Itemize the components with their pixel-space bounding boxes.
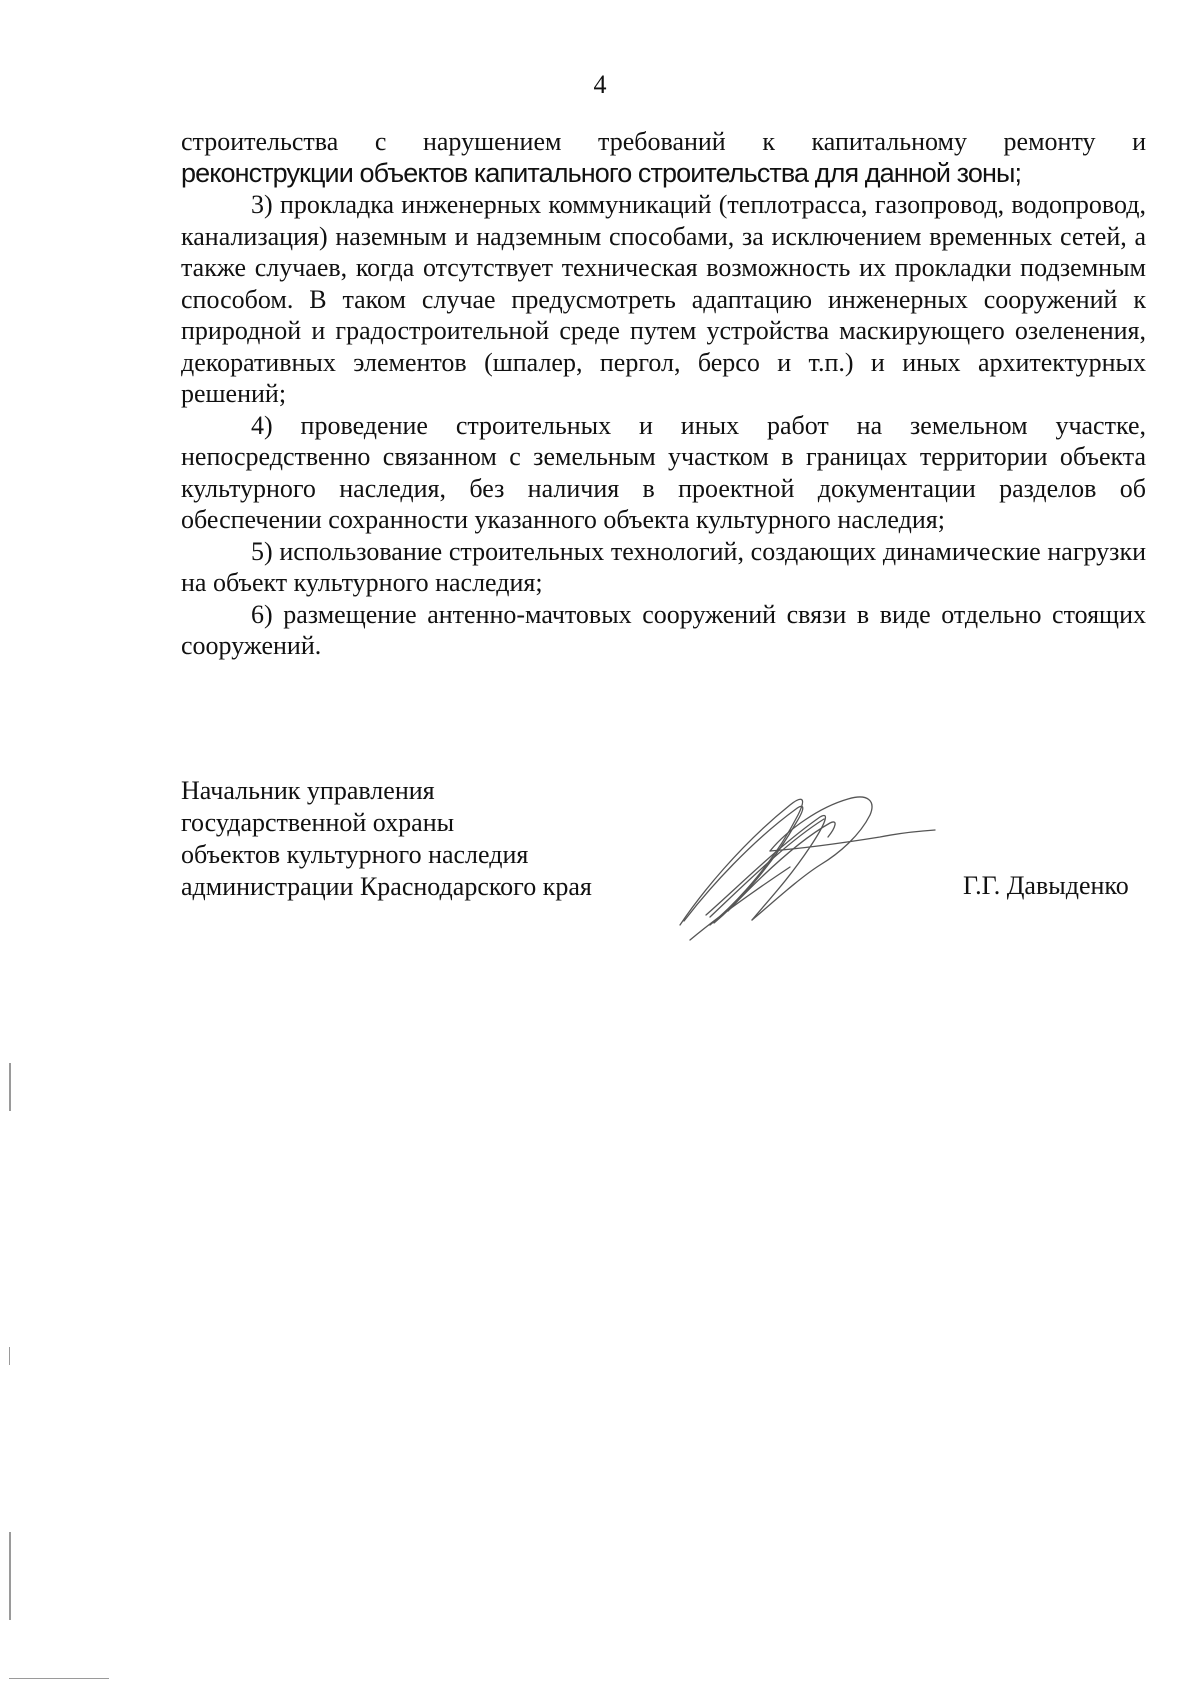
paragraph-item-3: 3) прокладка инженерных коммуникаций (теплотрасса, газопровод, водопровод, канализация) наземным и надземным способами, за исключением временных сетей, а также случаев, когда отсутствует техническая возможность их прокладки подземным способом. В таком случае предусмотреть адаптацию инженерных сооружений к природной и градостроительной среде путем устройства маскирующего озеленения, декоративных элементов (шпалер, пергол, берсо и т.п.) и иных архитектурных решений; xyxy=(181,190,1146,408)
signatory-name: Г.Г. Давыденко xyxy=(963,871,1129,900)
scan-edge-mark xyxy=(9,1063,11,1111)
paragraph-item-5: 5) использование строительных технологий, создающих динамические нагрузки на объект культурного наследия; xyxy=(181,536,1146,597)
paragraph-item-4: 4) проведение строительных и иных работ на земельном участке, непосредственно связанном с земельным участком в границах территории объекта культурного наследия, без наличия в проектной документации разделов об обеспечении сохранности указанного объекта культурного наследия; xyxy=(181,410,1146,534)
scan-edge-mark xyxy=(9,1347,10,1365)
scan-edge-mark xyxy=(9,1678,109,1679)
handwritten-signature xyxy=(670,775,950,945)
paragraph-continuation-end: реконструкции объектов капитального строительства для данной зоны; xyxy=(181,157,1022,188)
paragraph-item-6: 6) размещение антенно-мачтовых сооружений связи в виде отдельно стоящих сооружений. xyxy=(181,599,1146,660)
paragraph-continuation: строительства с нарушением требований к капитальному ремонту и xyxy=(181,127,1146,156)
scan-edge-mark xyxy=(9,1532,11,1620)
signatory-title-line: государственной охраны xyxy=(181,808,455,837)
signatory-title-line: Начальник управления xyxy=(181,776,435,805)
page-number: 4 xyxy=(593,70,607,99)
signatory-title-line: объектов культурного наследия xyxy=(181,840,529,869)
signatory-title xyxy=(181,775,592,903)
body-text xyxy=(181,126,1146,662)
signatory-title-line: администрации Краснодарского края xyxy=(181,872,592,901)
